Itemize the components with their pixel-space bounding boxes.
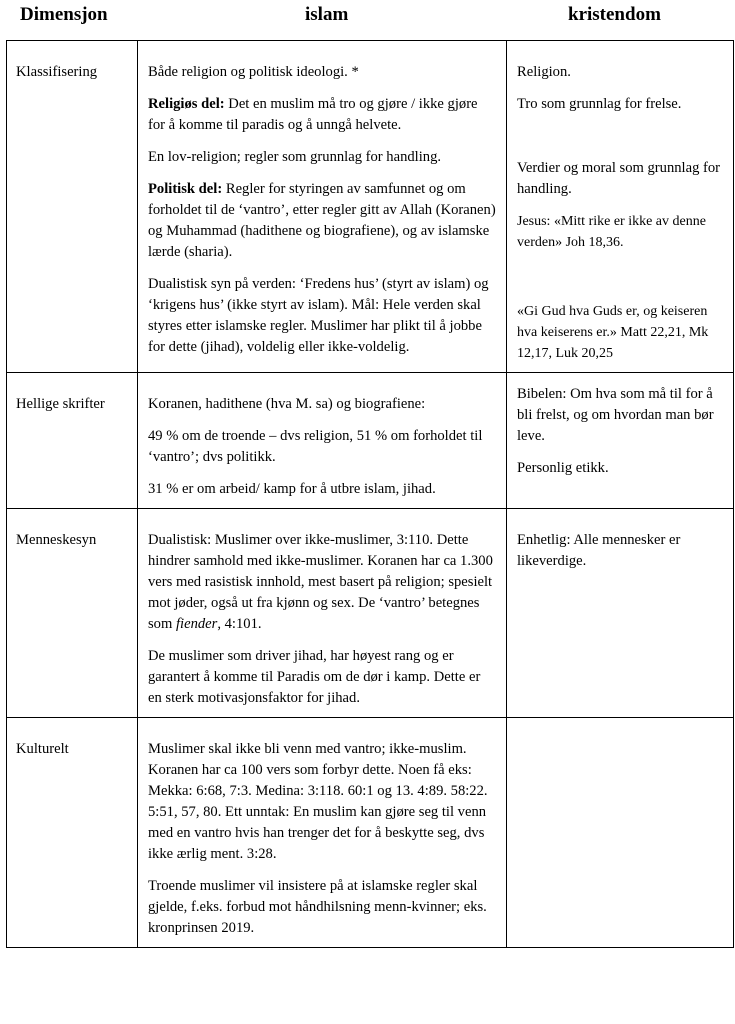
row-label-text: Menneskesyn [16, 532, 97, 548]
bold-label: Politisk del: [148, 181, 223, 197]
row-label-view-of-man [7, 509, 138, 718]
table-row-scriptures [7, 373, 734, 509]
christianity-cell-classification [507, 41, 734, 373]
bold-label: Religiøs del: [148, 96, 225, 112]
paragraph: Både religion og politisk ideologi. * [148, 64, 359, 80]
paragraph: Enhetlig: Alle mennesker er likeverdige. [517, 532, 681, 569]
paragraph-text: Det en muslim må tro og gjøre / ikke gjøre for å komme til paradis og å unngå helvete. [148, 96, 478, 133]
paragraph: Tro som grunnlag for frelse. [517, 96, 682, 112]
row-label-scriptures [7, 373, 138, 509]
table-row-cultural [7, 718, 734, 948]
comparison-table [6, 40, 734, 948]
islam-cell-classification [138, 41, 507, 373]
paragraph: 49 % om de troende – dvs religion, 51 % om forholdet til ‘vantro’; dvs politikk. [148, 428, 483, 465]
column-header-christianity: kristendom [568, 4, 661, 25]
islam-cell-view-of-man [138, 509, 507, 718]
paragraph [148, 94, 496, 136]
row-label-text: Hellige skrifter [16, 396, 105, 412]
italic-word: fiender [175, 616, 218, 632]
row-label-text: Kulturelt [16, 741, 69, 757]
christianity-cell-scriptures [507, 373, 734, 509]
paragraph: Dualistisk syn på verden: ‘Fredens hus’ (styrt av islam) og ‘krigens hus’ (ikke styrt av islam). Mål: Hele verden skal styres etter islamske regler. Muslimer har plikt til å jobbe for dette (jihad), voldelig eller ikke-voldelig. [148, 276, 489, 355]
paragraph: Verdier og moral som grunnlag for handling. [517, 160, 721, 197]
table-row-view-of-man [7, 509, 734, 718]
paragraph-text: , 4:101. [217, 616, 262, 632]
paragraph: Koranen, hadithene (hva M. sa) og biografiene: [148, 396, 426, 412]
row-label-text: Klassifisering [16, 64, 98, 80]
paragraph [148, 530, 496, 635]
paragraph: Bibelen: Om hva som må til for å bli frelst, og om hvordan man bør leve. [517, 386, 714, 444]
row-label-classification [7, 41, 138, 373]
paragraph: Personlig etikk. [517, 460, 609, 476]
christianity-cell-view-of-man [507, 509, 734, 718]
paragraph: En lov-religion; regler som grunnlag for handling. [148, 149, 442, 165]
column-header-dimension: Dimensjon [20, 4, 108, 25]
paragraph: 31 % er om arbeid/ kamp for å utbre islam, jihad. [148, 481, 436, 497]
paragraph: De muslimer som driver jihad, har høyest rang og er garantert å komme til Paradis om de dør i kamp. Dette er en sterk motivasjonsfaktor for jihad. [148, 648, 481, 706]
islam-cell-cultural [138, 718, 507, 948]
paragraph-text: Dualistisk: Muslimer over ikke-muslimer, 3:110. Dette hindrer samhold med ikke-muslimer. Koranen har ca 1.300 vers med rasistisk innhold, mest basert på religion; spesielt mot jøder, også ut fra kjønn og sex. De ‘vantro’ betegnes som [148, 532, 493, 632]
islam-cell-scriptures [138, 373, 507, 509]
paragraph: «Gi Gud hva Guds er, og keiseren hva keiserens er.» Matt 22,21, Mk 12,17, Luk 20,25 [517, 304, 709, 361]
paragraph [148, 179, 496, 263]
paragraph: Jesus: «Mitt rike er ikke av denne verden» Joh 18,36. [517, 214, 706, 250]
paragraph: Troende muslimer vil insistere på at islamske regler skal gjelde, f.eks. forbud mot håndhilsning menn-kvinner; eks. kronprinsen 2019. [148, 878, 487, 936]
table-row-classification [7, 41, 734, 373]
christianity-cell-cultural [507, 718, 734, 948]
paragraph: Religion. [517, 64, 571, 80]
paragraph-text: Regler for styringen av samfunnet og om forholdet til de ‘vantro’, etter regler gitt av Allah (Koranen) og Muhammad (hadithene og biografiene), og av islamske lærde (sharia). [148, 181, 496, 260]
column-header-islam: islam [305, 4, 349, 25]
paragraph: Muslimer skal ikke bli venn med vantro; ikke-muslim. Koranen har ca 100 vers som forbyr dette. Noen få eks: Mekka: 6:68, 7:3. Medina: 3:118. 60:1 og 13. 4:89. 58:22. 5:51, 57, 80. Ett unntak: En muslim kan gjøre seg til venn med en vantro hvis han trenger det for å beskytte seg, dvs ikke ærlig ment. 3:28. [148, 741, 488, 862]
row-label-cultural [7, 718, 138, 948]
